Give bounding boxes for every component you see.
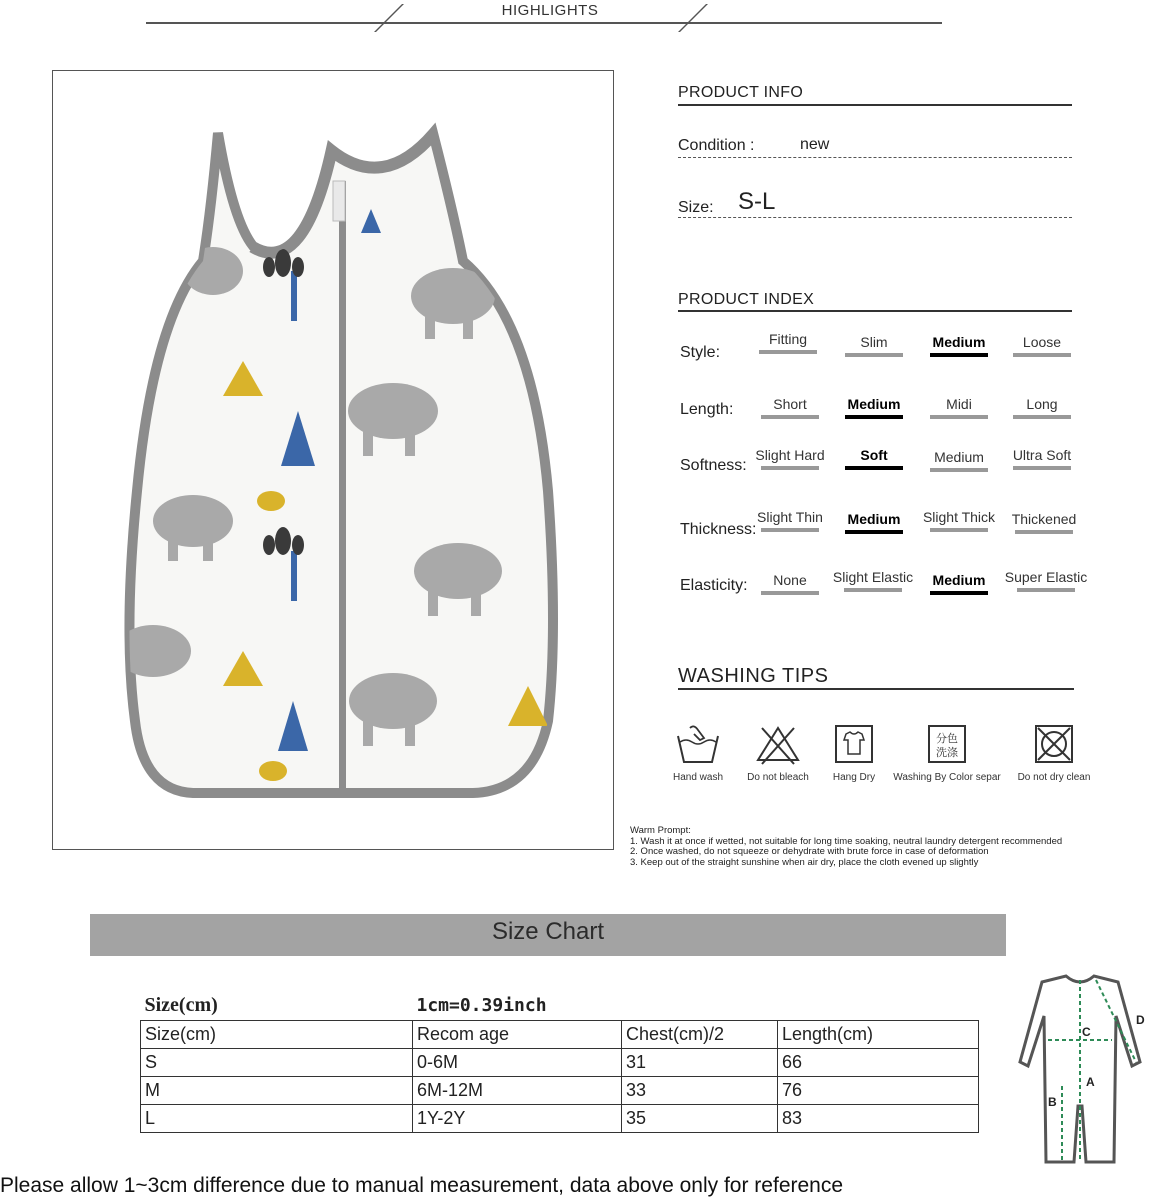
warm-prompt <box>630 826 1062 868</box>
table-cell <box>778 990 979 1021</box>
index-option-selected: Medium <box>919 572 999 595</box>
color-separate-icon <box>925 722 969 766</box>
table-cell: 33 <box>622 1077 778 1105</box>
table-cell: 1Y-2Y <box>413 1105 622 1133</box>
table-cell: 66 <box>778 1049 979 1077</box>
size-chart-title: Size Chart <box>491 918 605 945</box>
header-slash-right <box>678 4 708 32</box>
index-option: Super Elastic <box>996 569 1096 592</box>
index-label-style: Style: <box>680 344 721 361</box>
index-option: Long <box>1002 396 1082 419</box>
index-option: Fitting <box>748 331 828 354</box>
header-title: HIGHLIGHTS <box>440 2 660 19</box>
size-label: Size: <box>678 199 714 216</box>
svg-text:A: A <box>1086 1075 1095 1089</box>
table-cell: 35 <box>622 1105 778 1133</box>
prompt-line: Warm Prompt: <box>630 825 691 836</box>
index-label-length: Length: <box>680 401 734 418</box>
table-cell: 1cm=0.39inch <box>413 990 622 1021</box>
hang-dry-icon <box>832 722 876 766</box>
wash-label: Washing By Color separ <box>893 772 1001 783</box>
index-label-elasticity: Elasticity: <box>680 577 748 594</box>
sleep-sack-illustration <box>53 71 612 848</box>
product-index-underline <box>678 310 1072 312</box>
wash-label: Hang Dry <box>832 772 876 783</box>
svg-text:C: C <box>1082 1025 1091 1039</box>
table-header-cell: Size(cm) <box>141 1021 413 1049</box>
table-cell: M <box>141 1077 413 1105</box>
measurement-diagram <box>1008 966 1152 1174</box>
table-cell <box>622 990 778 1021</box>
index-option: Thickened <box>1004 511 1084 534</box>
svg-text:B: B <box>1048 1095 1057 1109</box>
condition-value: new <box>800 136 830 153</box>
table-cell: 6M-12M <box>413 1077 622 1105</box>
prompt-line: 2. Once washed, do not squeeze or dehydrate with brute force in case of deformation <box>630 846 989 857</box>
table-header-cell: Recom age <box>413 1021 622 1049</box>
wash-label: Do not dry clean <box>1017 772 1091 783</box>
header-divider <box>146 22 942 24</box>
index-option: Slight Thick <box>919 509 999 532</box>
index-option: Slight Elastic <box>823 569 923 592</box>
wash-item-hang-dry <box>820 722 888 783</box>
table-row <box>141 1077 979 1105</box>
svg-text:分色: 分色 <box>936 732 958 745</box>
product-info-underline <box>678 104 1072 106</box>
table-cell: 31 <box>622 1049 778 1077</box>
table-cell: S <box>141 1049 413 1077</box>
index-option: Loose <box>1002 334 1082 357</box>
hand-wash-icon <box>674 722 722 766</box>
table-row <box>141 990 979 1021</box>
index-option: Midi <box>919 396 999 419</box>
table-row <box>141 1049 979 1077</box>
prompt-line: 1. Wash it at once if wetted, not suitable for long time soaking, neutral laundry detergent recommended <box>630 835 1063 847</box>
table-cell: 0-6M <box>413 1049 622 1077</box>
index-option: Slight Hard <box>750 447 830 470</box>
wash-label: Hand wash <box>672 772 724 783</box>
washing-tips-title: WASHING TIPS <box>678 665 829 687</box>
header-slash-left <box>374 4 404 32</box>
wash-item-no-dry-clean <box>1006 722 1102 783</box>
wash-label: Do not bleach <box>747 772 809 783</box>
svg-text:洗涤: 洗涤 <box>936 746 958 759</box>
no-dry-clean-icon <box>1032 722 1076 766</box>
condition-label: Condition : <box>678 137 755 154</box>
table-header-cell: Chest(cm)/2 <box>622 1021 778 1049</box>
product-index-title: PRODUCT INDEX <box>678 291 815 308</box>
table-cell: Size(cm) <box>141 990 413 1021</box>
svg-text:D: D <box>1136 1013 1145 1027</box>
size-dash-line <box>678 217 1072 218</box>
index-option-selected: Soft <box>834 447 914 470</box>
prompt-line: 3. Keep out of the straight sunshine when air dry, place the cloth evened up slightly <box>630 856 979 868</box>
index-option: Slim <box>834 334 914 357</box>
wash-item-hand-wash <box>660 722 736 783</box>
table-cell: 83 <box>778 1105 979 1133</box>
no-bleach-icon <box>754 722 802 766</box>
table-row <box>141 1105 979 1133</box>
index-option-selected: Medium <box>919 334 999 357</box>
index-option: None <box>750 572 830 595</box>
table-cell: 76 <box>778 1077 979 1105</box>
index-option-selected: Medium <box>834 511 914 534</box>
index-option: Slight Thin <box>750 509 830 532</box>
wash-item-no-bleach <box>736 722 820 783</box>
washing-tips-underline <box>678 688 1074 690</box>
table-header-row <box>141 1021 979 1049</box>
index-option: Medium <box>919 449 999 472</box>
table-cell: L <box>141 1105 413 1133</box>
product-info-title: PRODUCT INFO <box>678 84 804 101</box>
size-value: S-L <box>738 188 776 215</box>
size-table <box>140 990 979 1133</box>
index-option: Ultra Soft <box>1002 447 1082 470</box>
index-option: Short <box>750 396 830 419</box>
size-disclaimer: Please allow 1~3cm difference due to manual measurement, data above only for reference <box>0 1174 844 1197</box>
table-header-cell: Length(cm) <box>778 1021 979 1049</box>
index-option-selected: Medium <box>834 396 914 419</box>
condition-dash-line <box>678 157 1072 158</box>
wash-item-color-separate <box>888 722 1006 783</box>
index-label-softness: Softness: <box>680 457 747 474</box>
product-photo-frame <box>52 70 614 850</box>
index-label-thickness: Thickness: <box>680 521 757 538</box>
